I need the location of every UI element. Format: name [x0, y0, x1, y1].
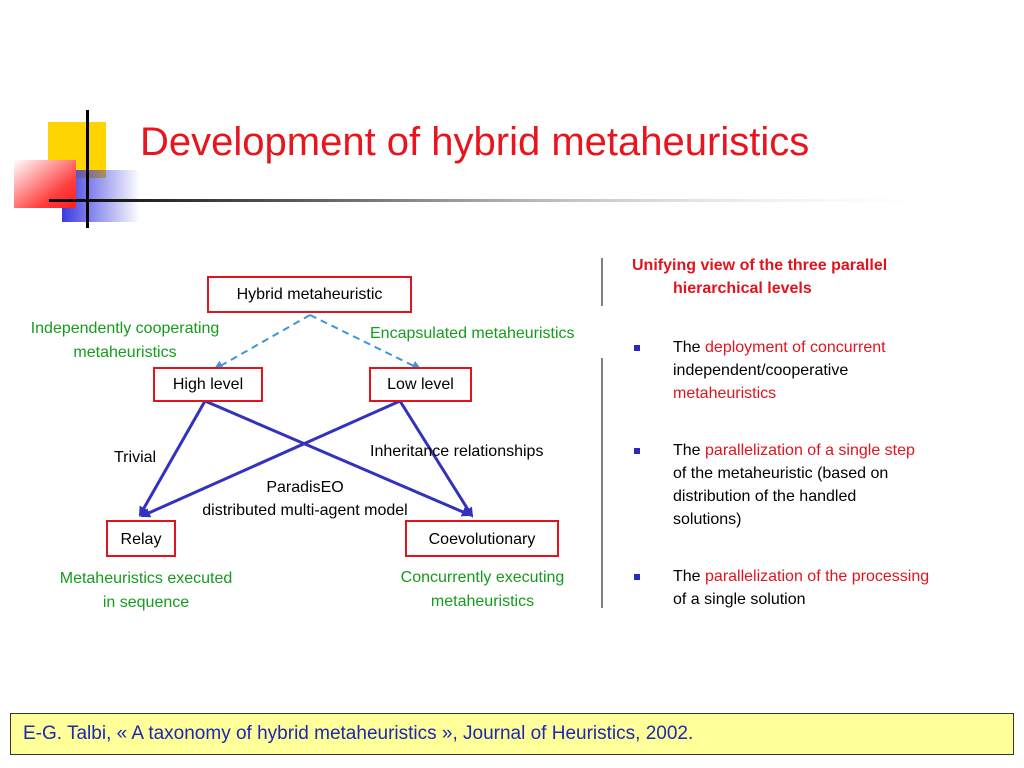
- bullet-item: [632, 565, 1012, 611]
- heading-line1: Unifying view of the three parallel: [632, 257, 888, 274]
- label-paradiseo: [170, 476, 440, 522]
- bullet-highlight: parallelization of the processing: [705, 568, 930, 585]
- bullet-text: distribution of the handled: [673, 488, 857, 505]
- label-sequence-line1: Metaheuristics executed: [59, 570, 233, 587]
- bullet-prefix: The: [673, 339, 706, 356]
- label-concurrent: [370, 566, 595, 614]
- node-high-level: High level: [153, 367, 263, 402]
- label-inheritance: Inheritance relationships: [370, 443, 544, 460]
- label-independently-line2: metaheuristics: [73, 344, 177, 361]
- bullet-item: [632, 336, 1012, 405]
- bullet-text: of the metaheuristic (based on: [673, 465, 889, 482]
- bullet-text: of a single solution: [673, 591, 806, 608]
- bullet-highlight: parallelization of a single step: [705, 442, 915, 459]
- label-paradiseo-line2: distributed multi-agent model: [202, 502, 408, 519]
- bullet-square-icon: [634, 448, 640, 454]
- bullet-highlight: deployment of concurrent: [705, 339, 886, 356]
- bullet-text: independent/cooperative: [673, 362, 849, 379]
- heading-line2: hierarchical levels: [673, 280, 812, 297]
- label-paradiseo-line1: ParadisEO: [266, 479, 344, 496]
- node-coevolutionary: Coevolutionary: [405, 520, 559, 557]
- citation-footer: E-G. Talbi, « A taxonomy of hybrid metaheuristics », Journal of Heuristics, 2002.: [10, 713, 1014, 755]
- label-encapsulated: Encapsulated metaheuristics: [370, 325, 575, 342]
- right-panel-heading: [632, 254, 1012, 300]
- bullet-square-icon: [634, 345, 640, 351]
- bullet-square-icon: [634, 574, 640, 580]
- node-hybrid-metaheuristic: Hybrid metaheuristic: [207, 276, 412, 313]
- bullet-prefix: The: [673, 568, 706, 585]
- label-concurrent-line1: Concurrently executing: [400, 569, 565, 586]
- bullet-prefix: The: [673, 442, 706, 459]
- node-relay: Relay: [106, 520, 176, 557]
- page-title: Development of hybrid metaheuristics: [140, 120, 810, 164]
- bullet-item: [632, 439, 1012, 531]
- label-concurrent-line2: metaheuristics: [430, 593, 535, 610]
- node-low-level: Low level: [369, 367, 472, 402]
- label-sequence-line2: in sequence: [102, 594, 190, 611]
- bullet-text: solutions): [673, 511, 742, 528]
- bullet-highlight-continued: metaheuristics: [673, 385, 777, 402]
- label-trivial: Trivial: [114, 449, 157, 466]
- label-independently-line1: Independently cooperating: [30, 320, 220, 337]
- label-sequence: [30, 567, 262, 615]
- label-independently-cooperating: [0, 317, 250, 365]
- right-panel: [632, 254, 1012, 611]
